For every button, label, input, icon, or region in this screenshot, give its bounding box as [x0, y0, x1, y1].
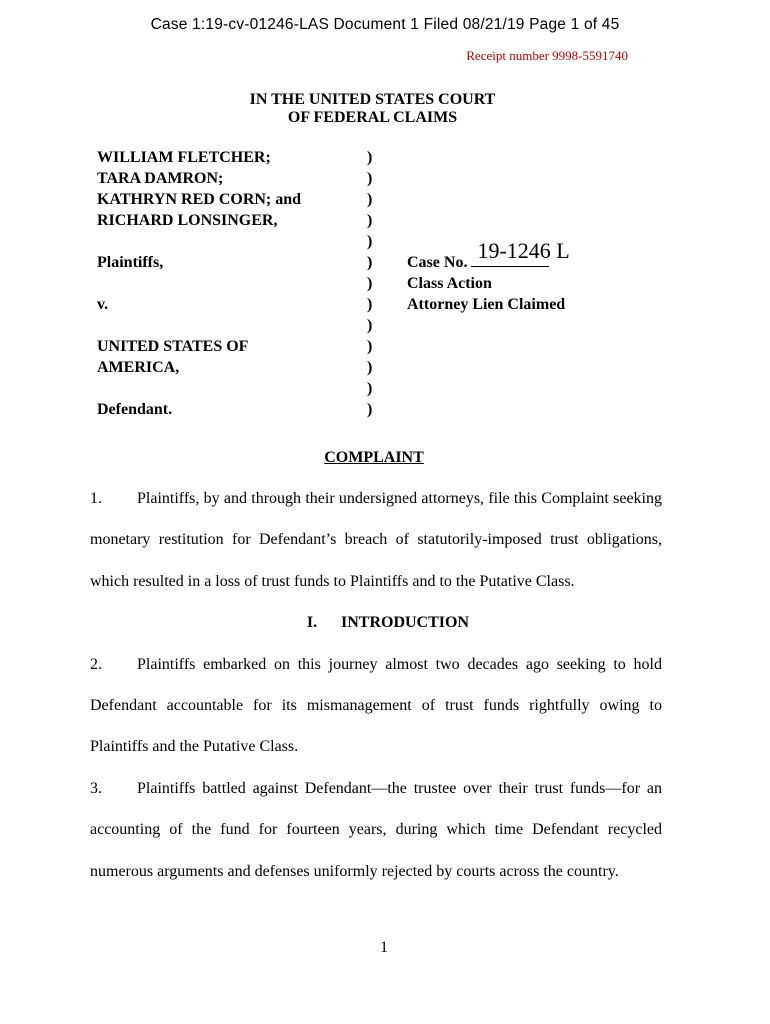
party-line — [97, 315, 367, 336]
paragraph — [90, 644, 662, 768]
page-number: 1 — [380, 939, 388, 956]
receipt-number: Receipt number 9998-5591740 — [466, 48, 628, 63]
paragraph — [90, 478, 662, 602]
party-line — [97, 273, 367, 294]
paragraph-number: 2. — [90, 655, 102, 673]
paren: ) — [367, 359, 373, 376]
party-line: UNITED STATES OF — [97, 338, 249, 355]
paren: ) — [367, 233, 373, 250]
case-caption — [97, 147, 617, 427]
caption-parties — [97, 147, 367, 420]
paragraph-text: Plaintiffs, by and through their undersigned attorneys, file this Complaint seeking monetary restitution for Defendant’s breach of statutorily-imposed trust obligations, which resulted in a loss of trust funds to Plaintiffs and to the Putative Class. — [90, 490, 662, 590]
paren: ) — [367, 212, 373, 229]
section-heading-title: INTRODUCTION — [340, 614, 469, 632]
paragraph-text: Plaintiffs battled against Defendant—the trustee over their trust funds—for an accounting of the fund for fourteen years, during which time Defendant recycled numerous arguments and defenses uniformly rejected by courts across the country. — [90, 779, 662, 880]
case-number-value: 19-1246 L — [477, 238, 570, 263]
section-heading-number: I. — [306, 614, 318, 632]
ecf-header: Case 1:19-cv-01246-LAS Document 1 Filed 08/21/19 Page 1 of 45 — [150, 16, 620, 33]
paren: ) — [367, 191, 373, 208]
paren: ) — [367, 380, 373, 397]
caption-parentheses — [367, 147, 372, 420]
paren: ) — [367, 338, 373, 355]
complaint-body — [90, 478, 662, 892]
party-line: Defendant. — [97, 401, 173, 418]
party-line — [97, 378, 367, 399]
paren: ) — [367, 401, 373, 418]
class-action-label: Class Action — [407, 275, 492, 292]
paren: ) — [367, 275, 373, 292]
paren: ) — [367, 317, 373, 334]
paren: ) — [367, 149, 373, 166]
attorney-lien-label: Attorney Lien Claimed — [407, 296, 566, 313]
party-line — [97, 231, 367, 252]
party-line: WILLIAM FLETCHER; — [97, 149, 271, 166]
complaint-title: COMPLAINT — [324, 449, 424, 466]
paren: ) — [367, 170, 373, 187]
paragraph-number: 1. — [90, 490, 102, 507]
paren: ) — [367, 254, 373, 271]
party-line: TARA DAMRON; — [97, 170, 224, 187]
party-line: Plaintiffs, — [97, 254, 164, 271]
paragraph — [90, 768, 662, 892]
party-line: AMERICA, — [97, 359, 180, 376]
paragraph-text: Plaintiffs embarked on this journey almost two decades ago seeking to hold Defendant accountable for its mismanagement of trust funds rightfully owing to Plaintiffs and the Putative Class. — [90, 655, 662, 756]
section-heading — [90, 602, 662, 643]
paren: ) — [367, 296, 373, 313]
court-title — [0, 91, 745, 127]
party-line: RICHARD LONSINGER, — [97, 212, 278, 229]
court-title-line-1: IN THE UNITED STATES COURT — [249, 91, 496, 108]
paragraph-number: 3. — [90, 779, 102, 797]
case-info — [407, 238, 570, 315]
case-number-blank — [471, 238, 570, 267]
court-title-line-2: OF FEDERAL CLAIMS — [287, 109, 458, 126]
party-line: KATHRYN RED CORN; and — [97, 191, 302, 208]
case-number-line — [407, 238, 570, 273]
case-number-label: Case No. — [407, 254, 468, 271]
party-line: v. — [97, 296, 109, 313]
